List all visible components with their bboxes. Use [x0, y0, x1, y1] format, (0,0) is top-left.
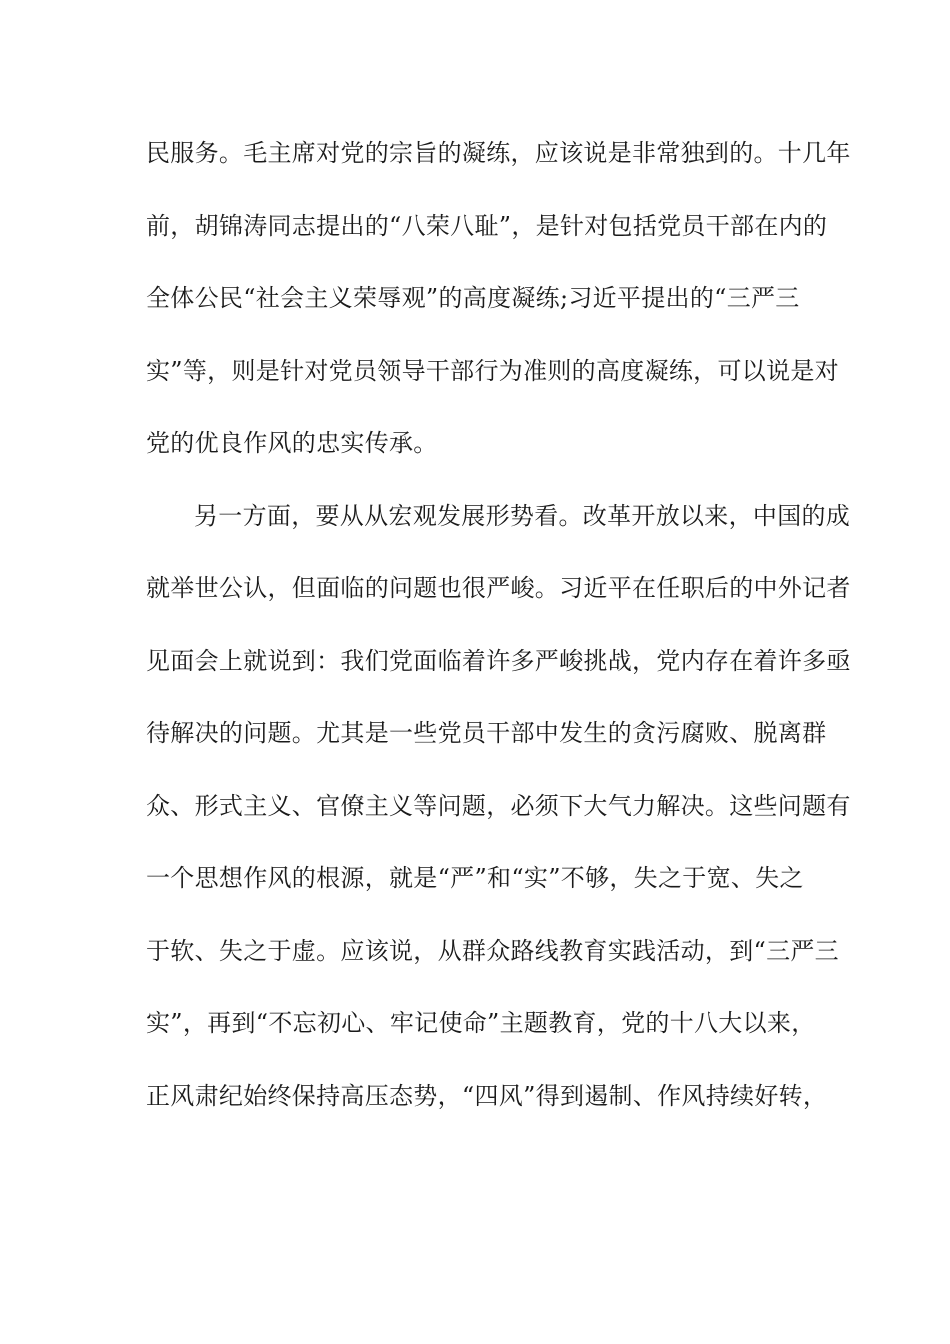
text-line: 正风肃纪始终保持高压态势，“四风”得到遏制、作风持续好转，	[146, 1081, 828, 1110]
text-line: 于软、失之于虚。应该说，从群众路线教育实践活动，到“三严三	[146, 936, 839, 965]
text-line: 待解决的问题。尤其是一些党员干部中发生的贪污腐败、脱离群	[146, 719, 827, 747]
body-text	[146, 131, 851, 1146]
text-line: 一个思想作风的根源，就是“严”和“实”不够，失之于宽、失之	[146, 864, 804, 892]
text-line: 见面会上就说到：我们党面临着许多严峻挑战，党内存在着许多亟	[146, 646, 851, 675]
text-line: 实”，再到“不忘初心、牢记使命”主题教育，党的十八大以来，	[146, 1009, 816, 1037]
text-line: 前，胡锦涛同志提出的“八荣八耻”，是针对包括党员干部在内的	[146, 211, 828, 240]
text-line: 就举世公认，但面临的问题也很严峻。习近平在任职后的中外记者	[146, 574, 851, 602]
text-line: 众、形式主义、官僚主义等问题，必须下大气力解决。这些问题有	[146, 791, 851, 820]
text-line: 民服务。毛主席对党的宗旨的凝练，应该说是非常独到的。十几年	[146, 139, 851, 167]
text-line: 党的优良作风的忠实传承。	[146, 429, 438, 457]
text-line: 实”等，则是针对党员领导干部行为准则的高度凝练，可以说是对	[146, 356, 839, 385]
text-line: 全体公民“社会主义荣辱观”的高度凝练;习近平提出的“三严三	[146, 284, 800, 312]
paragraph-first-line: 另一方面，要从从宏观发展形势看。改革开放以来，中国的成	[194, 501, 851, 530]
